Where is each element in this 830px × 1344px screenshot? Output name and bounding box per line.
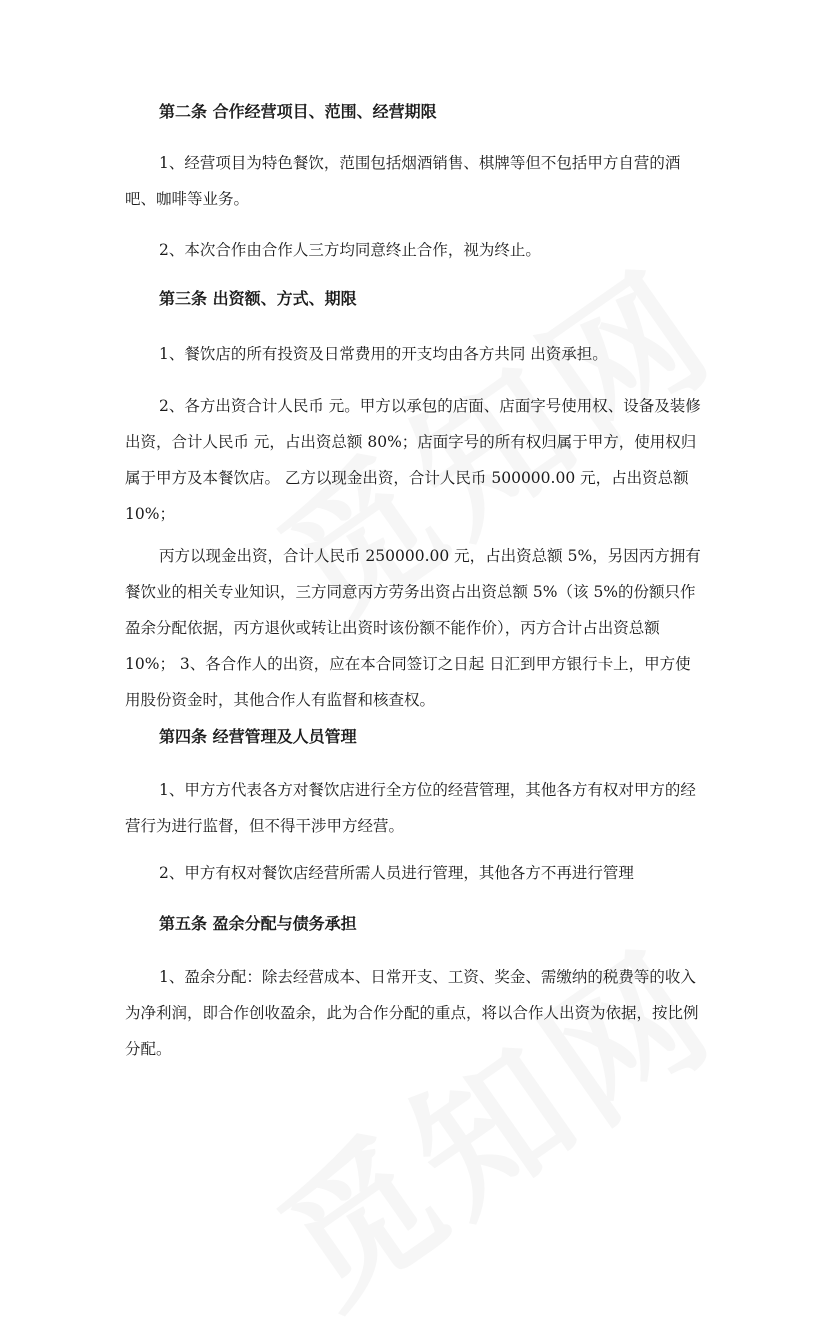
section-heading: 第五条 盈余分配与债务承担 xyxy=(159,914,357,933)
section-heading: 第三条 出资额、方式、期限 xyxy=(159,289,357,308)
paragraph: 2、甲方有权对餐饮店经营所需人员进行管理，其他各方不再进行管理 xyxy=(159,864,634,882)
paragraph: 1、甲方方代表各方对餐饮店进行全方位的经营管理，其他各方有权对甲方的经营行为进行监督，但不得干涉甲方经营。 xyxy=(125,781,696,835)
paragraph: 2、各方出资合计人民币 元。甲方以承包的店面、店面字号使用权、设备及装修出资，合计人民币 元，占出资总额 80%；店面字号的所有权归属于甲方，使用权归属于甲方及本餐饮店。 乙方以现金出资，合计人民币 500000.00 元，占出资总额 10%； xyxy=(125,397,701,523)
paragraph: 1、餐饮店的所有投资及日常费用的开支均由各方共同 出资承担。 xyxy=(159,345,608,363)
paragraph: 1、盈余分配：除去经营成本、日常开支、工资、奖金、需缴纳的税费等的收入为净利润，即合作创收盈余，此为合作分配的重点，将以合作人出资为依据，按比例分配。 xyxy=(125,968,699,1058)
section-heading: 第四条 经营管理及人员管理 xyxy=(159,727,357,746)
paragraph: 丙方以现金出资，合计人民币 250000.00 元，占出资总额 5%，另因丙方拥有餐饮业的相关专业知识，三方同意丙方劳务出资占出资总额 5%（该 5%的份额只作盈余分配依据，丙方退伙或转让出资时该份额不能作价），丙方合计占出资总额 10%； 3、各合作人的出资，应在本合同签订之日起 日汇到甲方银行卡上，甲方使用股份资金时，其他合作人有监督和核查权。 xyxy=(125,547,701,709)
section-heading: 第二条 合作经营项目、范围、经营期限 xyxy=(159,102,437,121)
paragraph: 2、本次合作由合作人三方均同意终止合作，视为终止。 xyxy=(159,241,541,259)
paragraph: 1、经营项目为特色餐饮，范围包括烟酒销售、棋牌等但不包括甲方自营的酒吧、咖啡等业务。 xyxy=(125,154,681,208)
